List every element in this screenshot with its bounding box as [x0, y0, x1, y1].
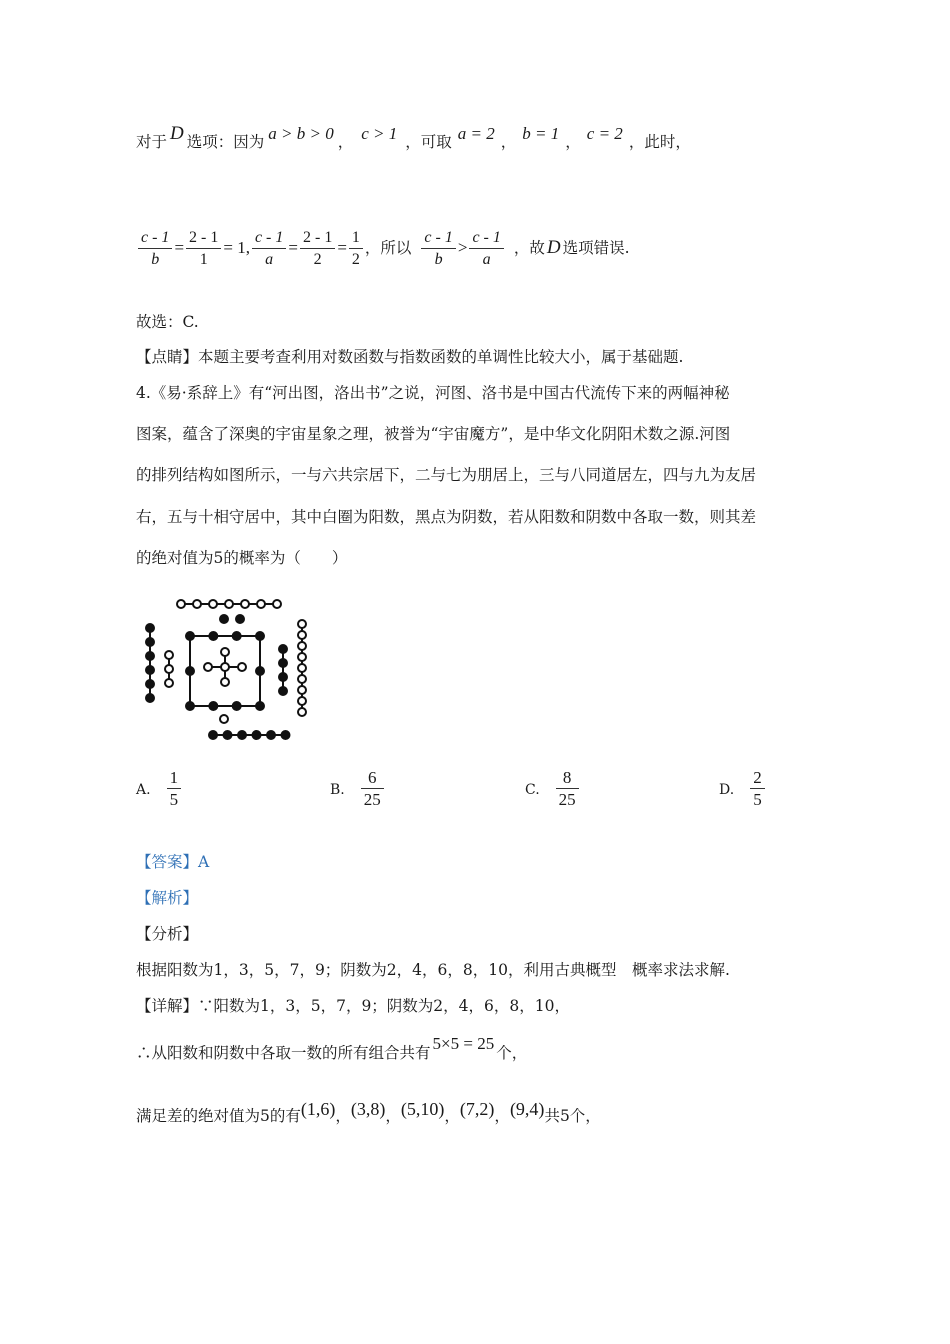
hetu-figure	[136, 592, 316, 747]
answer-line: 【答案】A	[136, 853, 210, 871]
yin-dot	[220, 615, 228, 623]
yang-circle	[298, 631, 306, 639]
yang-circle	[298, 664, 306, 672]
option-letter: B.	[330, 781, 345, 798]
text-therefore: ，故	[513, 239, 545, 257]
yang-circle	[241, 600, 249, 608]
yang-circle	[165, 651, 173, 659]
value-b: b = 1	[522, 124, 560, 143]
fraction	[421, 228, 455, 271]
yin-dot	[146, 680, 154, 688]
fraction	[349, 228, 363, 271]
d-option-line	[136, 123, 691, 153]
yin-dot	[224, 731, 232, 739]
option-letter: C.	[525, 781, 540, 798]
yin-dot	[256, 632, 264, 640]
sep: ，	[565, 133, 581, 151]
yin-dot	[233, 702, 241, 710]
sep: ，	[337, 133, 354, 151]
denominator: 2	[351, 250, 360, 268]
numerator: 2	[750, 768, 765, 789]
yin-dot	[233, 632, 241, 640]
condition-c: c > 1	[361, 124, 398, 143]
value-c: c = 2	[586, 124, 623, 143]
sep: ，	[385, 1107, 401, 1125]
equals: = 1,	[223, 238, 250, 257]
sep: ，	[500, 133, 517, 151]
option-c[interactable]	[525, 768, 581, 811]
yang-circle	[177, 600, 185, 608]
yang-circle	[220, 715, 228, 723]
text-so: ，所以	[364, 239, 412, 257]
numerator: c - 1	[252, 228, 286, 249]
yin-dot	[279, 645, 287, 653]
condition-abc: a > b > 0	[268, 124, 334, 143]
yang-circle	[298, 653, 306, 661]
yin-dot	[146, 638, 154, 646]
yin-dot	[186, 702, 194, 710]
denominator: a	[265, 250, 274, 268]
yin-dot	[256, 667, 264, 675]
fraction	[300, 228, 335, 271]
comment-line: 【点睛】本题主要考查利用对数函数与指数函数的单调性比较大小，属于基础题.	[136, 348, 684, 366]
yang-circle	[298, 620, 306, 628]
option-b[interactable]	[330, 768, 386, 811]
denominator: 25	[363, 790, 381, 809]
pair: (3,8)	[350, 1099, 386, 1119]
option-letter-d: D	[170, 123, 184, 144]
numerator: c - 1	[469, 228, 503, 249]
combo-text: ∴从阳数和阴数中各取一数的所有组合共有	[136, 1044, 431, 1062]
pairs-line	[136, 1099, 601, 1127]
yin-dot	[209, 731, 217, 739]
option-letter-d: D	[546, 237, 561, 258]
fraction	[556, 768, 579, 811]
yang-circle	[221, 678, 229, 686]
q4-line-1: 4.《易·系辞上》有“河出图，洛出书”之说，河图、洛书是中国古代流传下来的两幅神秘	[136, 384, 730, 402]
text-prefix: 对于	[136, 133, 168, 151]
yang-circle	[165, 679, 173, 687]
pair: (7,2)	[459, 1099, 495, 1119]
pairs-suffix: 共5个，	[544, 1107, 601, 1125]
yin-dot	[236, 615, 244, 623]
yin-dot	[238, 731, 246, 739]
equals: =	[337, 238, 347, 257]
yang-circle	[298, 642, 306, 650]
option-d[interactable]	[719, 768, 767, 811]
yang-circle	[221, 648, 229, 656]
fraction	[750, 768, 765, 811]
combo-line	[136, 1034, 528, 1064]
yin-dot	[146, 652, 154, 660]
fraction	[469, 228, 503, 271]
yin-dot	[267, 731, 275, 739]
analyze-heading: 【分析】	[136, 925, 199, 943]
pairs-text: 满足差的绝对值为5的有	[136, 1107, 301, 1125]
equals: =	[174, 238, 185, 257]
denominator: b	[434, 250, 443, 268]
combo-suffix: 个，	[496, 1044, 528, 1062]
choose-line: 故选：C.	[136, 313, 199, 331]
yin-dot	[282, 731, 290, 739]
numerator: 1	[349, 228, 363, 249]
option-letter: A.	[136, 781, 151, 798]
yang-circle	[298, 708, 306, 716]
numerator: c - 1	[421, 228, 455, 249]
fraction	[361, 768, 384, 811]
q4-line-5: 的绝对值为5的概率为（ ）	[136, 549, 348, 567]
denominator: a	[482, 250, 491, 268]
numerator: c - 1	[138, 228, 172, 249]
yin-dot	[256, 702, 264, 710]
sep: ，	[335, 1107, 351, 1125]
yin-dot	[146, 624, 154, 632]
yang-circle	[298, 675, 306, 683]
yin-dot	[253, 731, 261, 739]
denominator: 2	[313, 250, 322, 268]
yin-dot	[209, 632, 217, 640]
numerator: 8	[556, 768, 579, 789]
denominator: 25	[558, 790, 576, 809]
q4-line-3: 的排列结构如图所示，一与六共宗居下，二与七为朋居上，三与八同道居左，四与九为友居	[136, 466, 757, 484]
text-wrong: 选项错误.	[562, 239, 630, 257]
analyze-text: 根据阳数为1，3，5，7，9；阴数为2，4，6，8，10，利用古典概型 概率求法求解.	[136, 961, 730, 979]
pair: (9,4)	[509, 1099, 545, 1119]
analysis-heading: 【解析】	[136, 889, 199, 907]
yang-circle	[298, 697, 306, 705]
option-a[interactable]	[136, 768, 183, 811]
yang-circle	[221, 663, 229, 671]
yin-dot	[279, 659, 287, 667]
numerator: 2 - 1	[300, 228, 335, 249]
yang-circle	[298, 686, 306, 694]
d-calc-line	[136, 226, 630, 271]
yang-circle	[204, 663, 212, 671]
sep: ，	[444, 1107, 460, 1125]
yin-dot	[186, 667, 194, 675]
numerator: 1	[167, 768, 182, 789]
yang-circle	[273, 600, 281, 608]
yang-circle	[225, 600, 233, 608]
denominator: 5	[753, 790, 762, 809]
yin-dot	[279, 687, 287, 695]
greater-than: >	[457, 238, 468, 257]
pair: (1,6)	[300, 1099, 336, 1119]
yin-dot	[186, 632, 194, 640]
yang-circle	[257, 600, 265, 608]
sep: ，	[494, 1107, 510, 1125]
yin-dot	[209, 702, 217, 710]
denominator: 5	[169, 790, 179, 809]
fraction	[167, 768, 182, 811]
yang-circle	[193, 600, 201, 608]
fraction	[138, 228, 172, 271]
equals: =	[288, 238, 298, 257]
text-because: 选项：因为	[186, 133, 265, 151]
option-letter: D.	[719, 781, 735, 798]
yang-circle	[165, 665, 173, 673]
q4-line-4: 右，五与十相守居中，其中白圈为阳数，黑点为阴数，若从阳数和阴数中各取一数，则其差	[136, 508, 757, 526]
q4-line-2: 图案，蕴含了深奥的宇宙星象之理，被誉为“宇宙魔方”，是中华文化阴阳术数之源.河图	[136, 425, 731, 443]
numerator: 6	[361, 768, 384, 789]
numerator: 2 - 1	[186, 228, 221, 249]
fraction	[252, 228, 286, 271]
yin-dot	[146, 666, 154, 674]
combo-expression: 5×5 = 25	[432, 1034, 495, 1053]
yang-circle	[209, 600, 217, 608]
text-take: ，可取	[405, 133, 452, 151]
text-then: ，此时，	[628, 133, 691, 151]
yin-dot	[279, 673, 287, 681]
denominator: b	[151, 250, 160, 268]
yin-dot	[146, 694, 154, 702]
fraction	[186, 228, 221, 271]
yang-circle	[238, 663, 246, 671]
detail-line: 【详解】∵阳数为1，3，5，7，9；阴数为2，4，6，8，10，	[136, 997, 570, 1015]
pair: (5,10)	[400, 1099, 445, 1119]
value-a: a = 2	[457, 124, 495, 143]
denominator: 1	[199, 250, 208, 268]
